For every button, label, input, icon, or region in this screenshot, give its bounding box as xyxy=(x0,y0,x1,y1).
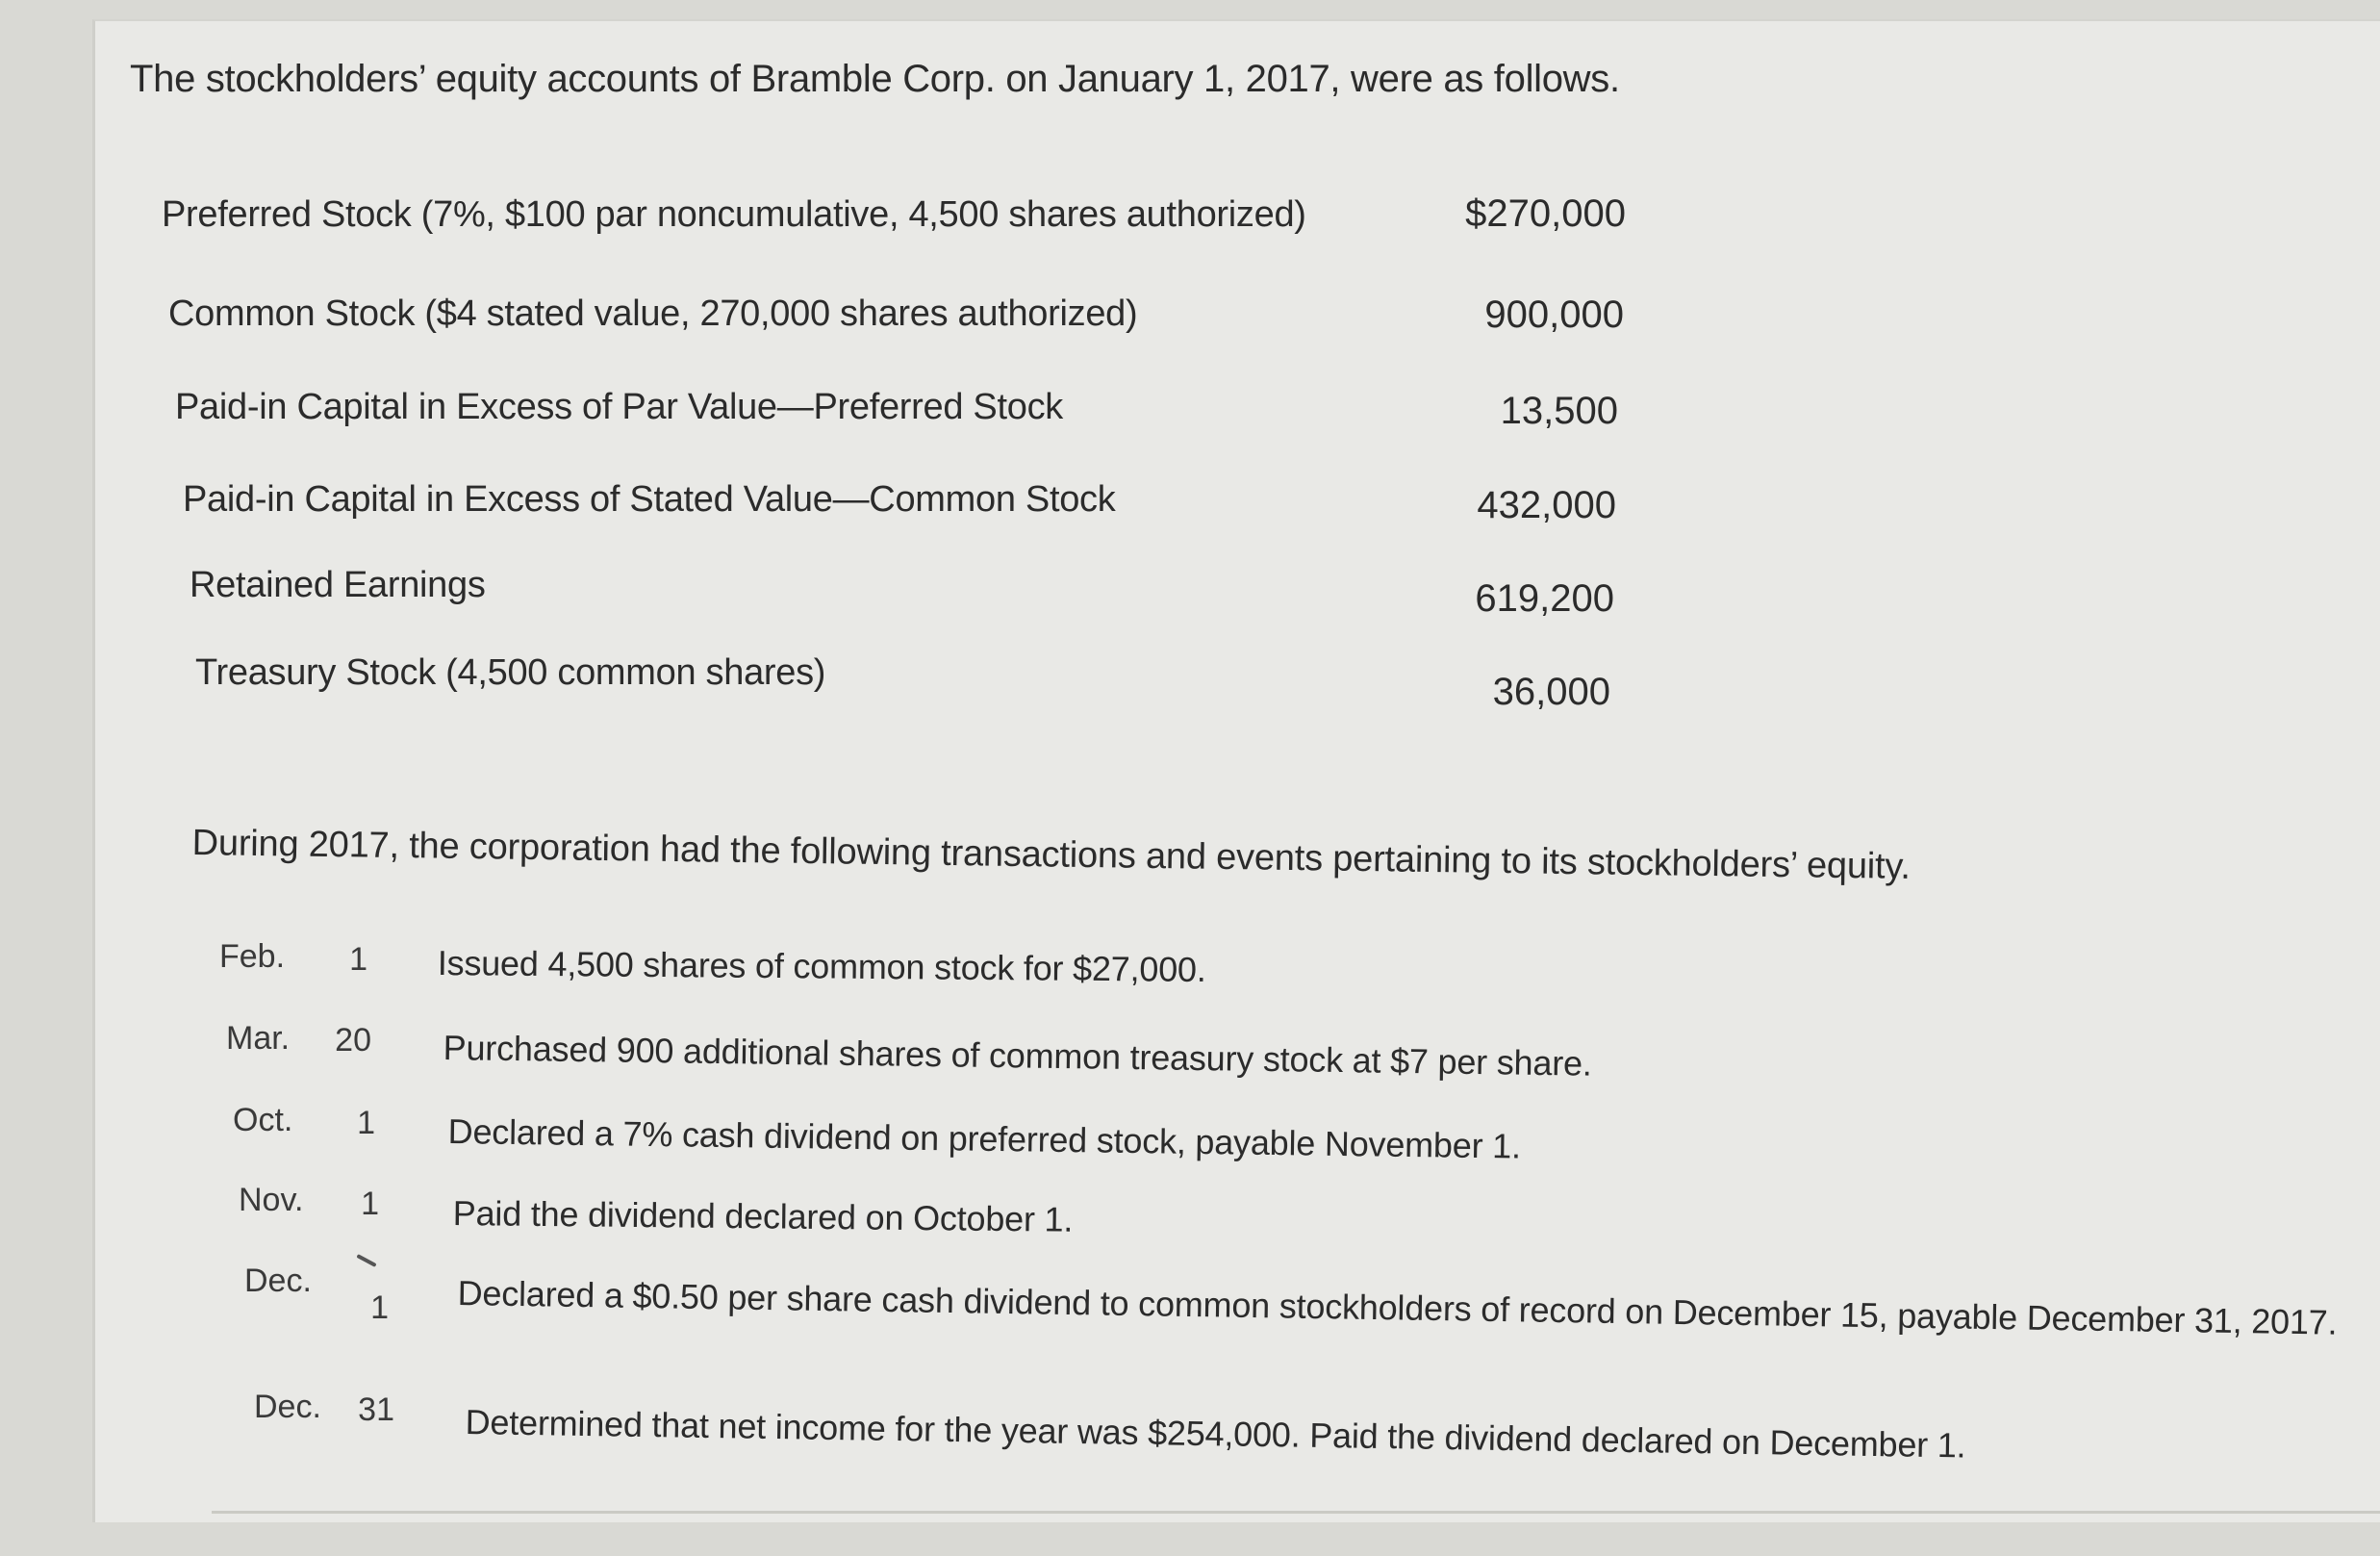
intro-text: The stockholders’ equity accounts of Bramble Corp. on January 1, 2017, were as follows. xyxy=(130,58,1620,100)
page-edge xyxy=(212,1511,2380,1514)
account-amount-retained-earnings: 619,200 xyxy=(1475,577,1614,620)
transaction-month: Oct. xyxy=(233,1102,293,1138)
transaction-month: Nov. xyxy=(239,1182,304,1218)
transaction-month: Mar. xyxy=(226,1020,291,1057)
transaction-month: Dec. xyxy=(254,1389,321,1425)
account-amount-treasury-stock: 36,000 xyxy=(1492,671,1610,713)
transaction-description: Issued 4,500 shares of common stock for $27,000. xyxy=(437,943,1206,989)
account-amount-common-stock: 900,000 xyxy=(1484,293,1624,336)
account-label-pic-preferred: Paid-in Capital in Excess of Par Value—Preferred Stock xyxy=(175,387,1063,427)
transaction-day: 1 xyxy=(370,1289,389,1326)
transaction-description: Declared a 7% cash dividend on preferred stock, payable November 1. xyxy=(447,1111,1522,1166)
transaction-month: Dec. xyxy=(244,1263,312,1299)
transaction-day: 31 xyxy=(358,1391,394,1428)
transaction-day: 1 xyxy=(361,1186,379,1222)
account-label-treasury-stock: Treasury Stock (4,500 common shares) xyxy=(195,652,826,693)
transaction-day: 1 xyxy=(349,941,367,978)
account-label-preferred-stock: Preferred Stock (7%, $100 par noncumulative, 4,500 shares authorized) xyxy=(162,194,1306,235)
transactions-intro: During 2017, the corporation had the following transactions and events pertaining to its stockholders’ equity. xyxy=(191,823,1912,887)
transaction-description: Declared a $0.50 per share cash dividend to common stockholders of record on December 15, payable December 31, 2017. xyxy=(457,1272,2338,1342)
transaction-description: Purchased 900 additional shares of common treasury stock at $7 per share. xyxy=(443,1028,1592,1084)
transaction-month: Feb. xyxy=(219,938,286,975)
account-label-pic-common: Paid-in Capital in Excess of Stated Value—Common Stock xyxy=(183,479,1116,520)
account-label-retained-earnings: Retained Earnings xyxy=(190,565,486,605)
transaction-description: Determined that net income for the year was $254,000. Paid the dividend declared on December 1. xyxy=(465,1402,1966,1466)
transaction-day: 1 xyxy=(357,1105,375,1141)
account-amount-preferred-stock: $270,000 xyxy=(1465,192,1626,235)
transaction-day: 20 xyxy=(335,1022,371,1059)
account-amount-pic-common: 432,000 xyxy=(1477,484,1616,526)
transaction-description: Paid the dividend declared on October 1. xyxy=(452,1193,1074,1239)
account-amount-pic-preferred: 13,500 xyxy=(1500,390,1618,432)
account-label-common-stock: Common Stock ($4 stated value, 270,000 shares authorized) xyxy=(168,293,1138,334)
